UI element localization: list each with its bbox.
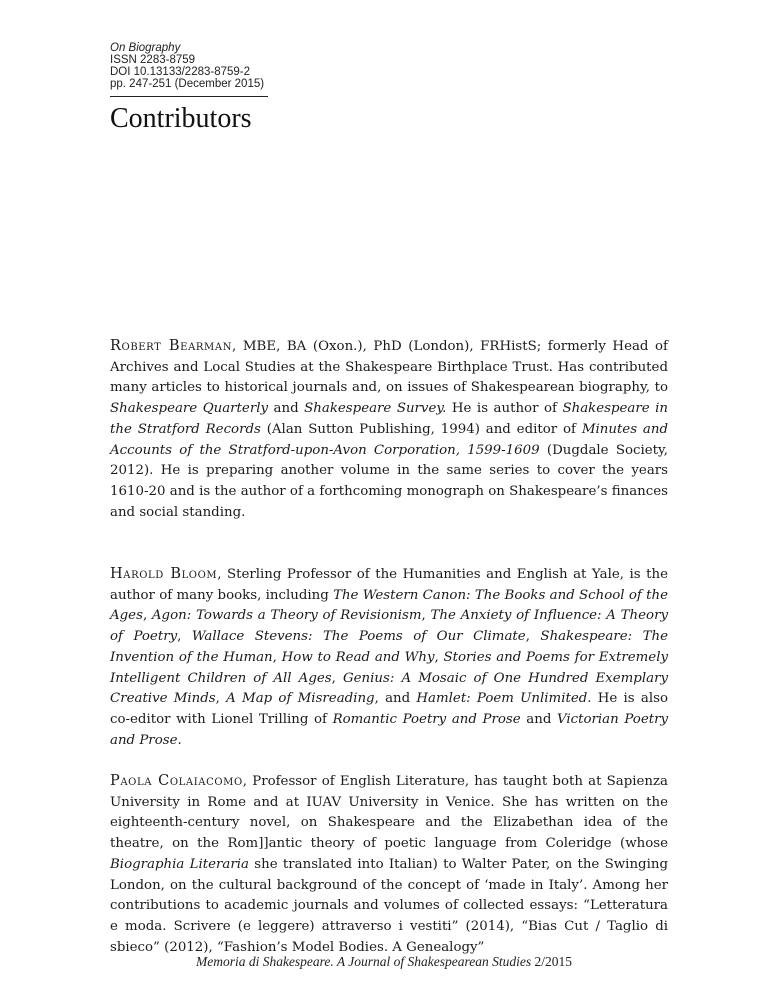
bio-text: , [215,691,227,707]
bio-italic-title: Biographia Literaria [110,856,249,872]
bio-text: , Professor of English Literature, has taught both at Sapienza University in Rome and at IUAV University in Venice. She has written on the eighteenth-century novel, on Shakespeare and the Elizabethan idea of the theatre, on the Rom]]antic theory of poetic language from Coleridge (whose [110,774,668,852]
contributor-bio [110,339,668,520]
contributor-bio [110,774,668,955]
bio-text: . He is also co-editor with Lionel Trilling of [110,691,668,727]
bio-italic-title: Shakespeare Quarterly [110,401,269,417]
bio-text: , [525,629,541,645]
bio-text: and [520,711,557,727]
contributor-bio [110,567,668,748]
bio-text: , MBE, BA (Oxon.), PhD (London), FRHistS; formerly Head of Archives and Local Studies at the Shakespeare Birthplace Trust. Has contributed many articles to historical journals and, on issues of Shakespearean biography, to [110,339,668,396]
bio-text: (Alan Sutton Publishing, 1994) and editor of [260,421,582,437]
bio-italic-title: How to Read and Why [281,649,435,665]
bio-italic-title: Shakespeare: The Invention of the Human [110,629,668,665]
bio-italic-title: Hamlet: Poem Unlimited [416,691,588,707]
footer-journal-title: Memoria di Shakespeare. A Journal of Shakespearean Studies [195,954,532,969]
header-rule [110,96,268,97]
bio-italic-title: Shakespeare Survey. [304,401,447,417]
publication-meta [110,42,264,90]
bio-italic-title: Victorian Poetry and Prose [110,711,668,748]
bio-italic-title: Stories and Poems for Extremely Intelligent Children of All Ages [110,649,669,686]
page-title: Contributors [110,103,252,134]
journal-name: On Biography [110,42,181,54]
doi: DOI 10.13133/2283-8759-2 [110,66,251,78]
contributor-entry [110,336,668,523]
contributor-name: Harold Bloom [110,566,218,582]
bio-text: , Sterling Professor of the Humanities and English at Yale, is the author of many books, including [110,567,668,603]
bio-italic-title: Shakespeare in the Stratford Records [110,401,669,437]
bio-text: . [177,732,182,748]
issn: ISSN 2283-8759 [110,54,196,66]
contributor-name: Robert Bearman [110,338,233,354]
bio-text: , [421,608,431,624]
bio-italic-title: Genius: A Mosaic of One Hundred Exemplary Creative Minds [110,670,668,707]
bio-text: He is author of [446,401,563,417]
bio-italic-title: Romantic Poetry and Prose [332,711,521,727]
footer-issue: 2/2015 [534,954,573,969]
bio-text: , [434,649,444,665]
bio-text: , [272,649,282,665]
bio-italic-title: Agon: Towards a Theory of Revisionism [151,608,422,624]
bio-text: , and [374,691,417,707]
bio-text: , [142,608,152,624]
bio-italic-title: A Map of Misreading [226,691,375,707]
bio-text: (Dugdale Society, 2012). He is preparing another volume in the same series to cover the years 1610-20 and is the author of a forthcoming monograph on Shakespeare’s finances and social standing. [110,442,669,520]
contributor-name: Paola Colaiacomo [110,773,243,789]
running-footer [0,954,768,970]
bio-italic-title: The Anxiety of Influence: A Theory of Poetry [110,608,668,645]
bio-italic-title: Wallace Stevens: The Poems of Our Climate [191,629,526,645]
page-range: pp. 247-251 (December 2015) [110,78,265,90]
bio-italic-title: Minutes and Accounts of the Stratford-upon-Avon Corporation, 1599-1609 [110,421,668,458]
bio-text: she translated into Italian) to Walter Pater, on the Swinging London, on the cultural background of the concept of ‘made in Italy’. Among her contributions to academic journals and volumes of collected essays: “Letteratura e moda. Scrivere (e leggere) attraverso i vestiti” (2014), “Bias Cut / Taglio di sbieco” (2012), “Fashion’s Model Bodies. A Genealogy” [110,856,668,955]
bio-text: , [331,670,343,686]
contributor-entry [110,771,668,958]
contributor-entry [110,564,668,751]
bio-text: and [268,401,305,417]
bio-text: , [177,629,192,645]
bio-italic-title: The Western Canon: The Books and School of the Ages [110,587,669,624]
